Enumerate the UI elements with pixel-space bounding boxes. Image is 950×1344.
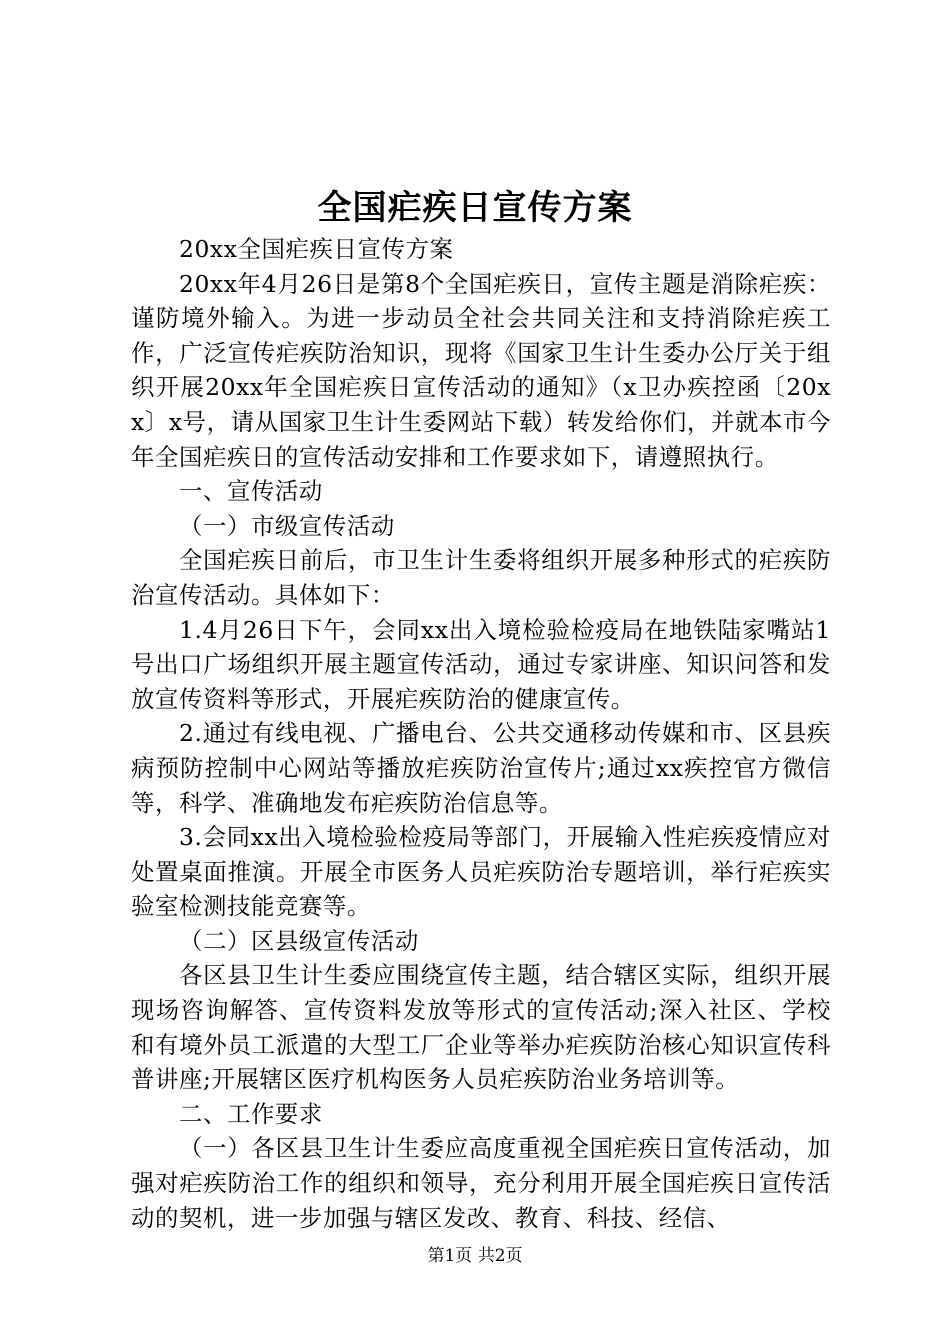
subsection-heading-city: （一）市级宣传活动 bbox=[178, 511, 395, 540]
subsection-heading-district: （二）区县级宣传活动 bbox=[178, 926, 419, 955]
page-footer: 第1页 共2页 bbox=[427, 1246, 523, 1266]
paragraph-intro: 20xx年4月26日是第8个全国疟疾日，宣传主题是消除疟疾：谨防境外输入。为进一步动员全社会共同关注和支持消除疟疾工作，广泛宣传疟疾防治知识，现将《国家卫生计生委办公厅关于组织开展20xx年全国疟疾日宣传活动的通知》（x卫办疾控函〔20xx〕x号，请从国家卫生计生委网站下载）转发给你们，并就本市今年全国疟疾日的宣传活动安排和工作要求如下，请遵照执行。 bbox=[131, 269, 831, 471]
section-heading-activities: 一、宣传活动 bbox=[178, 477, 323, 506]
paragraph-subtitle: 20xx全国疟疾日宣传方案 bbox=[178, 235, 454, 263]
section-heading-requirements: 二、工作要求 bbox=[178, 1099, 323, 1128]
paragraph-item-2: 2.通过有线电视、广播电台、公共交通移动传媒和市、区县疾病预防控制中心网站等播放疟疾防治宣传片;通过xx疾控官方微信等，科学、准确地发布疟疾防治信息等。 bbox=[131, 719, 831, 817]
document-title: 全国疟疾日宣传方案 bbox=[317, 188, 633, 228]
paragraph-item-3: 3.会同xx出入境检验检疫局等部门，开展输入性疟疾疫情应对处置桌面推演。开展全市医务人员疟疾防治专题培训，举行疟疾实验室检测技能竞赛等。 bbox=[131, 823, 831, 921]
paragraph-district: 各区县卫生计生委应围绕宣传主题，结合辖区实际，组织开展现场咨询解答、宣传资料发放等形式的宣传活动;深入社区、学校和有境外员工派遣的大型工厂企业等举办疟疾防治核心知识宣传科普讲座;开展辖区医疗机构医务人员疟疾防治业务培训等。 bbox=[131, 961, 831, 1094]
paragraph-city-intro: 全国疟疾日前后，市卫生计生委将组织开展多种形式的疟疾防治宣传活动。具体如下： bbox=[131, 546, 831, 609]
document-body bbox=[131, 232, 831, 1235]
paragraph-item-1: 1.4月26日下午，会同xx出入境检验检疫局在地铁陆家嘴站1号出口广场组织开展主题宣传活动，通过专家讲座、知识问答和发放宣传资料等形式，开展疟疾防治的健康宣传。 bbox=[131, 615, 831, 713]
paragraph-requirement-1: （一）各区县卫生计生委应高度重视全国疟疾日宣传活动，加强对疟疾防治工作的组织和领导，充分利用开展全国疟疾日宣传活动的契机，进一步加强与辖区发改、教育、科技、经信、 bbox=[131, 1134, 831, 1232]
